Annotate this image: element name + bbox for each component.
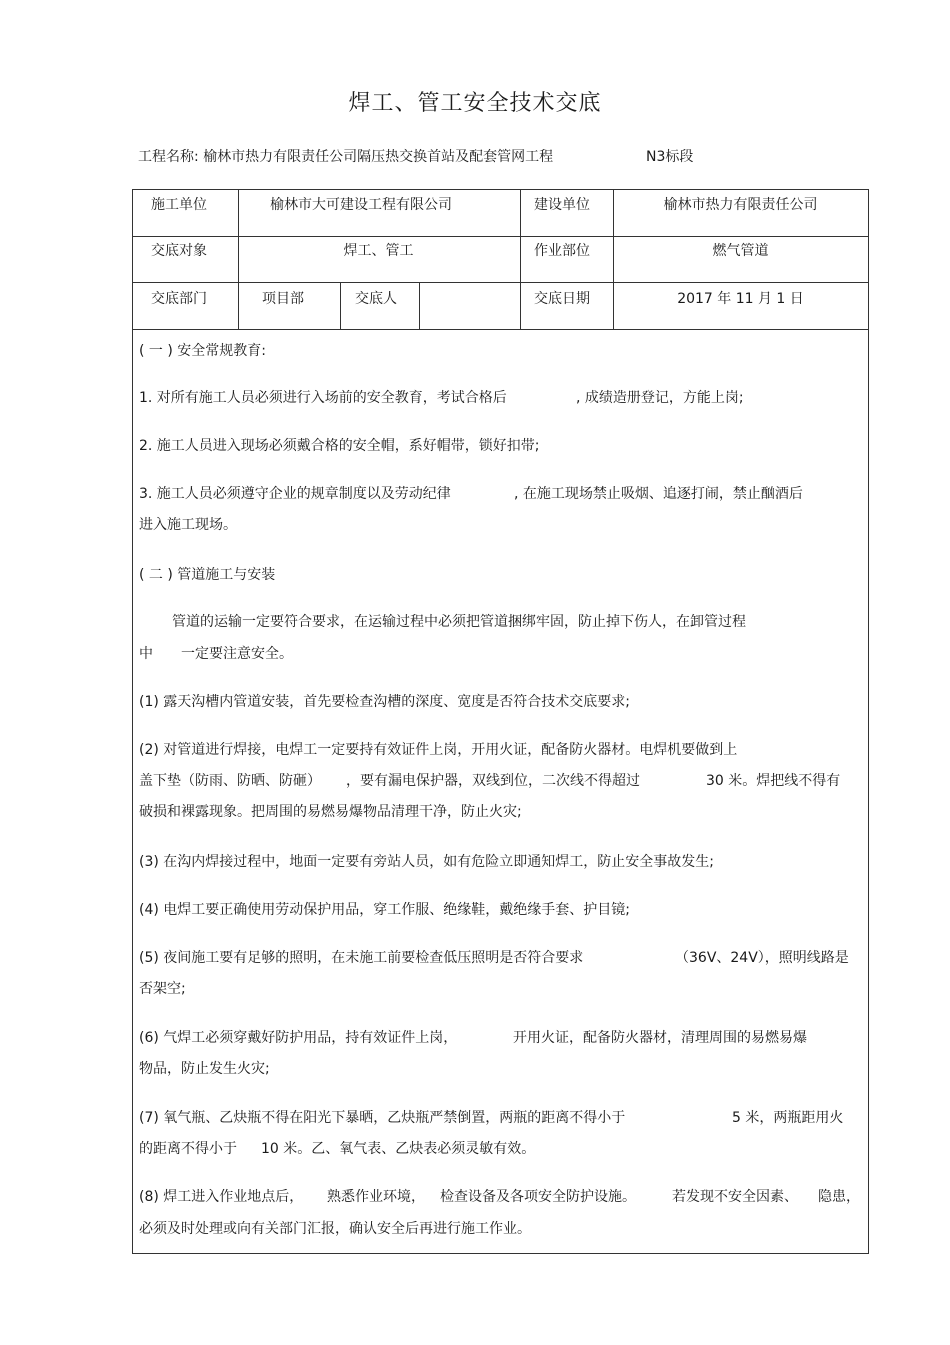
rule-2-2-line2c: 30 米。焊把线不得有 [706, 773, 841, 789]
document-title: 焊工、管工安全技术交底 [348, 91, 602, 116]
section-1-heading: ( 一 ) 安全常规教育: [139, 343, 266, 359]
value-disclosure-dept: 项目部 [262, 291, 304, 307]
label-disclosure-date: 交底日期 [534, 291, 590, 307]
project-section: N3标段 [646, 149, 694, 165]
rule-2-3: (3) 在沟内焊接过程中，地面一定要有旁站人员，如有危险立即通知焊工，防止安全事故发生; [139, 854, 714, 870]
value-client-unit: 榆林市热力有限责任公司 [663, 197, 818, 213]
label-work-location: 作业部位 [534, 243, 590, 259]
col-divider [419, 282, 420, 329]
row-divider [133, 282, 868, 283]
rule-2-2-line3: 破损和裸露现象。把周围的易燃易爆物品清理干净，防止火灾; [139, 804, 522, 820]
rule-2-6: (6) 气焊工必须穿戴好防护用品，持有效证件上岗， [139, 1030, 458, 1046]
label-client-unit: 建设单位 [534, 197, 590, 213]
row-divider [133, 236, 868, 237]
rule-1-1-cont: , 成绩造册登记，方能上岗; [576, 390, 744, 406]
value-construction-unit: 榆林市大可建设工程有限公司 [270, 197, 452, 213]
rule-2-5-cont: （36V、24V），照明线路是 [675, 950, 849, 966]
rule-2-2: (2) 对管道进行焊接，电焊工一定要持有效证件上岗，开用火证，配备防火器材。电焊机要做到上 [139, 742, 738, 758]
section-2-intro-line2b: 一定要注意安全。 [181, 646, 293, 662]
rule-2-8-part5: 隐患， [818, 1189, 860, 1205]
rule-2-8: (8) 焊工进入作业地点后， [139, 1189, 304, 1205]
section-2-heading: ( 二 ) 管道施工与安装 [139, 567, 276, 583]
rule-1-2: 2. 施工人员进入现场必须戴合格的安全帽，系好帽带，锁好扣带; [139, 438, 540, 454]
rule-2-8-line2: 必须及时处理或向有关部门汇报，确认安全后再进行施工作业。 [139, 1221, 531, 1237]
rule-1-3-cont: , 在施工现场禁止吸烟、追逐打闹，禁止酗酒后 [514, 486, 803, 502]
rule-2-7: (7) 氧气瓶、乙炔瓶不得在阳光下暴晒，乙炔瓶严禁倒置，两瓶的距离不得小于 [139, 1110, 626, 1126]
project-line [138, 146, 553, 166]
rule-2-8-part4: 若发现不安全因素、 [672, 1189, 798, 1205]
rule-2-2-line2b: ，要有漏电保护器，双线到位，二次线不得超过 [346, 773, 640, 789]
rule-2-2-line2a: 盖下垫（防雨、防晒、防砸） [139, 773, 321, 789]
col-divider [520, 190, 521, 329]
rule-2-6-line2: 物品，防止发生火灾; [139, 1061, 270, 1077]
value-disclosure-date: 2017 年 11 月 1 日 [677, 291, 804, 307]
rule-2-1: (1) 露天沟槽内管道安装，首先要检查沟槽的深度、宽度是否符合技术交底要求; [139, 694, 630, 710]
rule-1-3-line2: 进入施工现场。 [139, 517, 237, 533]
rule-2-7-line2b: 10 米。乙、氧气表、乙炔表必须灵敏有效。 [261, 1141, 536, 1157]
rule-2-8-part3: 检查设备及各项安全防护设施。 [440, 1189, 636, 1205]
rule-1-1: 1. 对所有施工人员必须进行入场前的安全教育，考试合格后 [139, 390, 507, 406]
label-disclosure-dept: 交底部门 [151, 291, 207, 307]
label-disclosure-person: 交底人 [355, 291, 397, 307]
section-2-intro: 管道的运输一定要符合要求，在运输过程中必须把管道捆绑牢固，防止掉下伤人，在卸管过程 [172, 614, 746, 630]
project-name: 榆林市热力有限责任公司隔压热交换首站及配套管网工程 [203, 149, 554, 165]
rule-2-4: (4) 电焊工要正确使用劳动保护用品，穿工作服、绝缘鞋，戴绝缘手套、护目镜; [139, 902, 630, 918]
rule-2-7-line2a: 的距离不得小于 [139, 1141, 237, 1157]
value-work-location: 燃气管道 [712, 243, 769, 259]
rule-2-6-cont: 开用火证，配备防火器材，清理周围的易燃易爆 [513, 1030, 807, 1046]
rule-2-7-cont: 5 米，两瓶距用火 [732, 1110, 844, 1126]
row-divider [133, 329, 868, 330]
label-construction-unit: 施工单位 [151, 197, 207, 213]
rule-2-5: (5) 夜间施工要有足够的照明，在未施工前要检查低压照明是否符合要求 [139, 950, 584, 966]
value-disclosure-target: 焊工、管工 [343, 243, 414, 259]
col-divider [340, 282, 341, 329]
section-2-intro-line2a: 中 [139, 646, 153, 662]
rule-1-3: 3. 施工人员必须遵守企业的规章制度以及劳动纪律 [139, 486, 451, 502]
rule-2-8-part2: 熟悉作业环境， [327, 1189, 425, 1205]
project-label: 工程名称: [138, 149, 199, 165]
rule-2-5-line2: 否架空; [139, 981, 186, 997]
label-disclosure-target: 交底对象 [151, 243, 207, 259]
